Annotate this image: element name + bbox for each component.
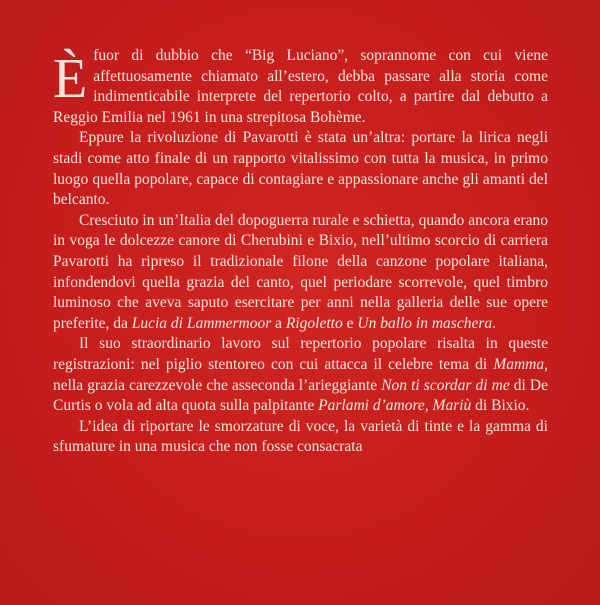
paragraph-3: [53, 211, 548, 335]
song-title-mamma: Mamma: [493, 355, 545, 373]
paragraph-4-text-c: di De Curtis o vola ad alta quota sulla palpitante: [53, 376, 549, 415]
paragraph-5-text: L’idea di riportare le smorzature di voce, la varietà di tinte e la gamma di sfumature in una musica che non fosse consacrata: [53, 417, 548, 456]
song-title-non-ti-scordar: Non ti scordar di me: [381, 376, 510, 394]
paragraph-1-text: fuor di dubbio che “Big Luciano”, soprannome con cui viene affettuosamente chiamato all’estero, debba passare alla storia come indimenticabile interprete del repertorio colto, a partire dal debutto a Reggio Emilia nel 1961 in una strepitosa Bohème.: [53, 47, 548, 126]
paragraph-3-text-a: Cresciuto in un’Italia del dopoguerra rurale e schietta, quando ancora erano in voga le dolcezze canore di Cherubini e Bixio, nell’ultimo scorcio di carriera Pavarotti ha ripreso il tradizionale filone della canzone popolare italiana, infondendovi quella grazia del canto, quel periodare scorrevole, quel timbro luminoso che aveva saputo esercitare per anni nella galleria delle sue opere preferite, da: [53, 211, 548, 332]
opera-title-rigoletto: Rigoletto: [285, 314, 343, 332]
paragraph-4-text-d: di Bixio.: [471, 397, 530, 415]
paragraph-1: [53, 46, 548, 128]
paragraph-4-text-b: , nella grazia carezzevole che asseconda l’arieggiante: [53, 355, 548, 394]
paragraph-2-text: Eppure la rivoluzione di Pavarotti è stata un’altra: portare la lirica negli stadi come atto finale di un rapporto vitalissimo con tutta la musica, in primo luogo quella popolare, capace di contagiare e appassionare anche gli amanti del belcanto.: [53, 129, 548, 209]
paragraph-3-text-d: .: [492, 314, 497, 332]
paragraph-3-text-b: a: [271, 314, 286, 332]
paragraph-4: [53, 334, 548, 416]
body-text: [53, 46, 548, 458]
paragraph-4-text-a: Il suo straordinario lavoro sul repertorio popolare risalta in queste registrazioni: nel piglio stentoreo con cui attacca il celebre tema di: [53, 335, 548, 373]
opera-title-lucia: Lucia di Lammermoor: [131, 314, 272, 332]
song-title-parlami-damore: Parlami d’amore, Mariù: [318, 397, 472, 415]
paragraph-5: [53, 417, 548, 458]
opera-title-ballo: Un ballo in maschera: [357, 314, 493, 332]
drop-cap: È: [53, 48, 88, 110]
paragraph-3-text-c: e: [342, 314, 358, 332]
paragraph-2: [53, 128, 548, 210]
